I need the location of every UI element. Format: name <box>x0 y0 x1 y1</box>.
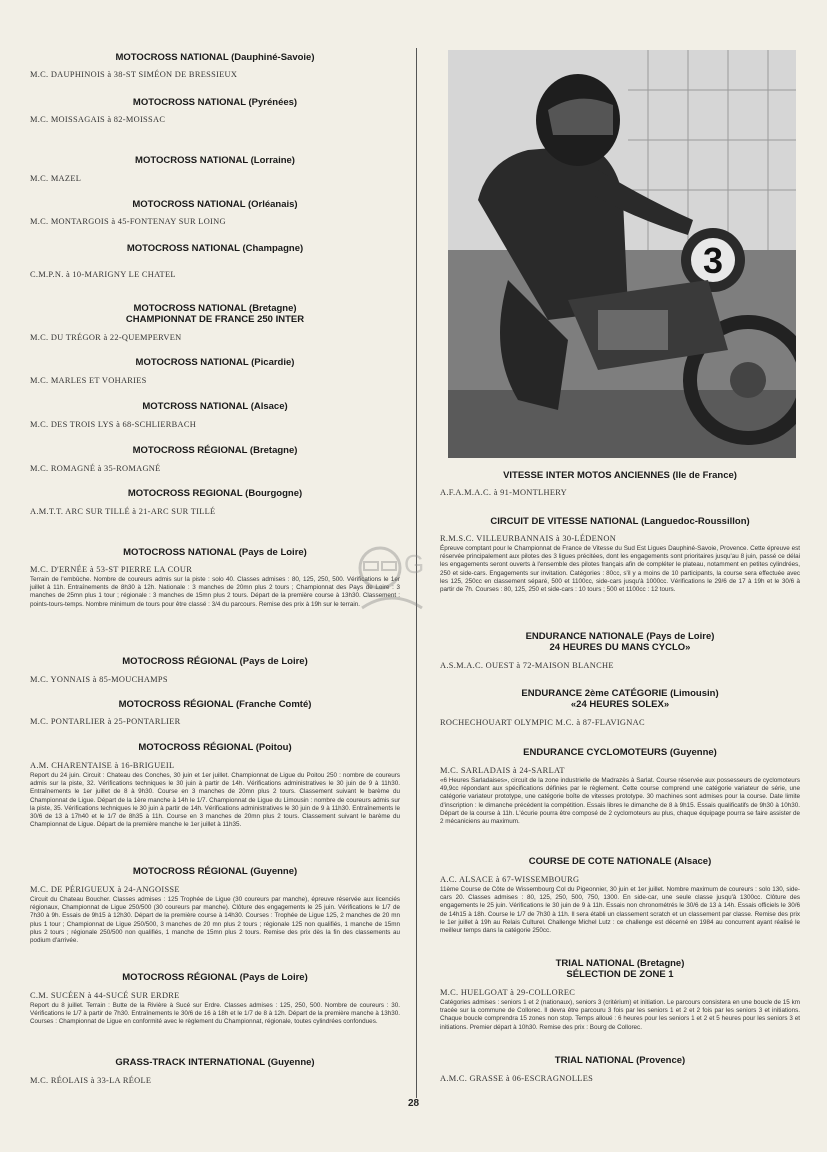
club-name: M.C. DE PÉRIGUEUX à 24-ANGOISSE <box>30 885 180 894</box>
event-title: MOTOCROSS RÉGIONAL (Pays de Loire) <box>122 972 308 983</box>
event-section <box>30 547 400 609</box>
club-name: M.C. MARLES ET VOHARIES <box>30 376 147 385</box>
club-name: A.C. ALSACE à 67-WISSEMBOURG <box>440 875 580 884</box>
event-title: MOTOCROSS RÉGIONAL (Bretagne) <box>132 445 298 456</box>
event-section <box>30 742 400 829</box>
club-name: ROCHECHOUART OLYMPIC M.C. à 87-FLAVIGNAC <box>440 718 645 727</box>
event-section <box>440 856 800 935</box>
club-name: A.M. CHARENTAISE à 16-BRIGUEIL <box>30 761 175 770</box>
event-section <box>440 958 800 1032</box>
event-section <box>30 52 400 80</box>
svg-text:G: G <box>404 549 425 579</box>
event-description: Report du 8 juillet. Terrain : Butte de la Rivière à Sucé sur Erdre. Classes admises : 125, 250, 500. Nombre de coureurs : 30. Vérifications le 1/7 à partir de 7h30. Entraînements le 30/6 de 16 à 18h et le 1/7 de 8 à 12h. Départ de la première manche à 13h30. Courses : Championnat de Ligue en conformité avec le règlement du Championnat, régionale, toutes cylindrées confondues. <box>30 1002 400 1026</box>
club-name: M.C. ROMAGNÉ à 35-ROMAGNÉ <box>30 464 161 473</box>
event-section <box>30 972 400 1027</box>
event-title: VITESSE INTER MOTOS ANCIENNES (Ile de France) <box>503 470 737 481</box>
event-title: CIRCUIT DE VITESSE NATIONAL (Languedoc-Roussillon) <box>490 516 750 527</box>
club-name: M.C. PONTARLIER à 25-PONTARLIER <box>30 717 181 726</box>
event-section <box>30 1057 400 1086</box>
event-section <box>440 470 800 498</box>
club-name: M.C. MAZEL <box>30 174 82 183</box>
motorcycle-racer-photo <box>448 50 796 458</box>
event-section <box>30 97 400 125</box>
club-name: M.C. SARLADAIS à 24-SARLAT <box>440 766 565 775</box>
event-description: 11ème Course de Côte de Wissembourg Col du Pigeonnier, 30 juin et 1er juillet. Nombre maximum de coureurs : solo 130, side-cars 20. Classes admises : 80, 125, 250, 500, 750, 1300. En side-car, une seule classe jusqu'à 1300cc. Clôture des engagements le 25 juin. Vérifications le 30 juin de 9 à 11h. Essais non chronométrés le 30/6 de 13 à 14h. Essais officiels le 30/6 de 14h15 à 18h. Course le 1/7 de 7h30 à 11h. Il sera établi un classement scratch et un classement par classe. Remise des prix le 1er juillet à 19h au Relais Culturel. Challenge Michel Lutz : ce challenge est décerné en 1984 au concurrent ayant réalisé le meilleur temps dans la catégorie 250cc. <box>440 886 800 935</box>
club-name: C.M.P.N. à 10-MARIGNY LE CHATEL <box>30 270 176 279</box>
event-description: Circuit du Chateau Boucher. Classes admises : 125 Trophée de Ligue (30 coureurs par manche), épreuve réservée aux licenciés régionaux, Championnat de Ligue 250/500 (30 coureurs par manche). Clôture des engagements le 25 juin. Vérifications le 1/7 de 7h30 à 9h. Essais de 9h15 à 12h30. Départ de la première course à 14h30. Courses : Trophée de Ligue 125, 2 manches de 20 mn plus 1 tour ; Championnat de Ligue 250/500, 3 manches de 20 mn plus 2 tours ; régionale 125 non qualifiés, 1 manche de 15mn plus 2 tours ; régionale 250/500 non qualifiés, 1 manche de 15mn plus 2 tours. Remise des prix dès la fin des classements au podium d'arrivée. <box>30 896 400 945</box>
event-description: Catégories admises : seniors 1 et 2 (nationaux), seniors 3 (critérium) et initiation. Le parcours consistera en une boucle de 15 km tracée sur la commune de Collorec. Il devra être parcouru 3 fois par les seniors 1 et 2 et 2 fois par les seniors 3 et initiations. Chaque boucle comprendra 15 zones non stop. Temps alloué : 6 heures pour les seniors 1 et 2 et 5 heures pour les seniors 3 et initiations. Premier départ à 10h30. Remise des prix : Bourg de Collorec. <box>440 999 800 1031</box>
event-description: Report du 24 juin. Circuit : Chateau des Conches, 30 juin et 1er juillet. Championnat de Ligue du Poitou 250 : nombre de coureurs admis sur la piste, 32. Vérifications techniques le 30 juin à partir de 14h. Vérifications administratives le 30 juin de 9 à 11h30. Entraînements le 1er juillet de 8 à 9h30. Course en 3 manches de 20mn plus 2 tours. Classement suivant le barème du Championnat de Ligue. Départ de la 1ère manche à 14h le 1/7. Championnat de Ligue du Limousin : nombre de coureurs admis sur la piste, 35. Vérifications techniques le 30 juin à partir de 14h. Vérifications administratives le 30 juin de 9 à 11h30. Entraînements le 30/6 de 13 à 17h40 et le 1/7 de 8h35 à 11h. Course en 3 manches de 20mn plus 2 tours. Classement suivant le barème du Championnat de Ligue. Départ de la première manche le 1er juillet à 11h35. <box>30 772 400 829</box>
event-title: MOTOCROSS NATIONAL (Lorraine) <box>135 155 295 166</box>
event-title: ENDURANCE NATIONALE (Pays de Loire) 24 HEURES DU MANS CYCLO» <box>525 631 715 653</box>
event-title: ENDURANCE 2ème CATÉGORIE (Limousin) «24 HEURES SOLEX» <box>521 688 719 710</box>
club-name: M.C. YONNAIS à 85-MOUCHAMPS <box>30 675 168 684</box>
event-section <box>30 199 400 227</box>
event-description: Épreuve comptant pour le Championnat de France de Vitesse du Sud Est Ligues Dauphiné-Savoie, Provence. Cette épreuve est réservée principalement aux pilotes des 3 ligues précitées, dont les engagements sont prioritaires jusqu'au 8 juin, passé ce délai les engagements seront ouverts à l'ensemble des pilotes français afin de compléter le plateau, notamment en petites cylindrées, 250 et side-cars. Engagements sur invitation. Catégories : 80cc, s'il y a moins de 10 participants, la course sera effectuée avec les 125, 250cc en classement séparé, 500 et 1100cc, side-cars jusqu'à 1000cc. Vérifications le 29/6 de 17 à 19h et le 30/6 à partir de 7h. Courses : 80, 125, 250 et side-cars : 10 tours ; 500 et 1100cc : 12 tours. <box>440 545 800 594</box>
event-title: TRIAL NATIONAL (Provence) <box>554 1055 686 1066</box>
event-title: MOTOCROSS NATIONAL (Bretagne) CHAMPIONNAT DE FRANCE 250 INTER <box>125 303 305 325</box>
club-name: M.C. MONTARGOIS à 45-FONTENAY SUR LOING <box>30 217 226 226</box>
event-section <box>440 631 800 671</box>
club-name: M.C. RÉOLAIS à 33-LA RÉOLE <box>30 1076 152 1085</box>
club-name: M.C. DES TROIS LYS à 68-SCHLIERBACH <box>30 420 197 429</box>
event-section <box>440 516 800 594</box>
event-section <box>30 303 400 343</box>
event-title: MOTOCROSS RÉGIONAL (Guyenne) <box>132 866 298 877</box>
event-title: MOTOCROSS NATIONAL (Pyrénées) <box>132 97 298 108</box>
event-title: MOTOCROSS REGIONAL (Bourgogne) <box>127 488 303 499</box>
event-section <box>30 866 400 945</box>
club-name: M.C. MOISSAGAIS à 82-MOISSAC <box>30 115 166 124</box>
club-name: M.C. DU TRÉGOR à 22-QUEMPERVEN <box>30 333 182 342</box>
club-name: C.M. SUCÉEN à 44-SUCÉ SUR ERDRE <box>30 991 180 1000</box>
event-title: COURSE DE COTE NATIONALE (Alsace) <box>528 856 712 867</box>
event-section <box>30 155 400 184</box>
event-title: MOTOCROSS RÉGIONAL (Pays de Loire) <box>122 656 308 667</box>
faded-stamp-image <box>352 528 436 638</box>
event-section <box>440 688 800 728</box>
event-title: MOTOCROSS NATIONAL (Pays de Loire) <box>123 547 307 558</box>
club-name: A.M.T.T. ARC SUR TILLÉ à 21-ARC SUR TILLÉ <box>30 507 216 516</box>
page-number: 28 <box>407 1098 420 1109</box>
event-section <box>30 243 400 280</box>
svg-text:3: 3 <box>702 240 724 281</box>
club-name: M.C. HUELGOAT à 29-COLLOREC <box>440 988 576 997</box>
event-title: ENDURANCE CYCLOMOTEURS (Guyenne) <box>523 747 717 758</box>
event-description: Terrain de l'embûche. Nombre de coureurs admis sur la piste : solo 40. Classes admises : 80, 125, 250, 500. Vérifications le 1er juillet à 11h. Entraînements de 8h30 à 12h. Nationale : 3 manches de 20mn plus 2 tours ; Championnat des Pays de Loire : 3 manches de 25mn plus 1 tour ; régionale : 3 manches de 15mn plus 2 tours. Départ de la première course à 13h30. Classement : points-tours-temps. Nombre minimum de tours pour être classé : 3/4 du parcours. Remise des prix à 19h sur le terrain. <box>30 576 400 608</box>
event-title: MOTOCROSS NATIONAL (Picardie) <box>135 357 295 368</box>
club-name: A.M.C. GRASSE à 06-ESCRAGNOLLES <box>440 1074 594 1083</box>
event-title: MOTOCROSS NATIONAL (Champagne) <box>126 243 304 254</box>
event-title: MOTCROSS NATIONAL (Alsace) <box>142 401 288 412</box>
club-name: A.F.A.M.A.C. à 91-MONTLHERY <box>440 488 568 497</box>
event-section <box>30 445 400 474</box>
event-section <box>440 1055 800 1084</box>
event-section <box>30 488 400 517</box>
event-title: MOTOCROSS NATIONAL (Orléanais) <box>132 199 298 210</box>
event-section <box>30 699 400 727</box>
event-section <box>30 357 400 386</box>
event-title: TRIAL NATIONAL (Bretagne) SÉLECTION DE ZONE 1 <box>555 958 685 980</box>
event-section <box>30 401 400 430</box>
club-name: M.C. D'ERNÉE à 53-ST PIERRE LA COUR <box>30 565 193 574</box>
event-section <box>30 656 400 685</box>
event-title: GRASS-TRACK INTERNATIONAL (Guyenne) <box>115 1057 315 1068</box>
event-title: MOTOCROSS RÉGIONAL (Franche Comté) <box>118 699 312 710</box>
club-name: A.S.M.A.C. OUEST à 72-MAISON BLANCHE <box>440 661 614 670</box>
event-description: «6 Heures Sarladaises», circuit de la zone industrielle de Madrazès à Sarlat. Course réservée aux possesseurs de cyclomoteurs 49,9cc répondant aux spécifications définies par le règlement. Cette course comprend une catégorie variateur de série, une catégorie variateur prototype, une catégorie boîte de vitesses prototype. 30 machines sont admises pour la course. Date limite d'inscription : le dimanche précédent la compétition. Essais libres le dimanche de 8 à 9h15. Essais qualificatifs de 9h30 à 10h30. Départ de la course à 11h. L'écurie pourra être composé de 2 cyclomoteurs au plus, chaque équipage pourra se faire assister de 2 mécaniciens au maximum. <box>440 777 800 826</box>
club-name: R.M.S.C. VILLEURBANNAIS à 30-LÉDENON <box>440 534 617 543</box>
event-title: MOTOCROSS RÉGIONAL (Poitou) <box>138 742 292 753</box>
event-title: MOTOCROSS NATIONAL (Dauphiné-Savoie) <box>115 52 315 63</box>
event-section <box>440 747 800 826</box>
club-name: M.C. DAUPHINOIS à 38-ST SIMÉON DE BRESSIEUX <box>30 70 238 79</box>
